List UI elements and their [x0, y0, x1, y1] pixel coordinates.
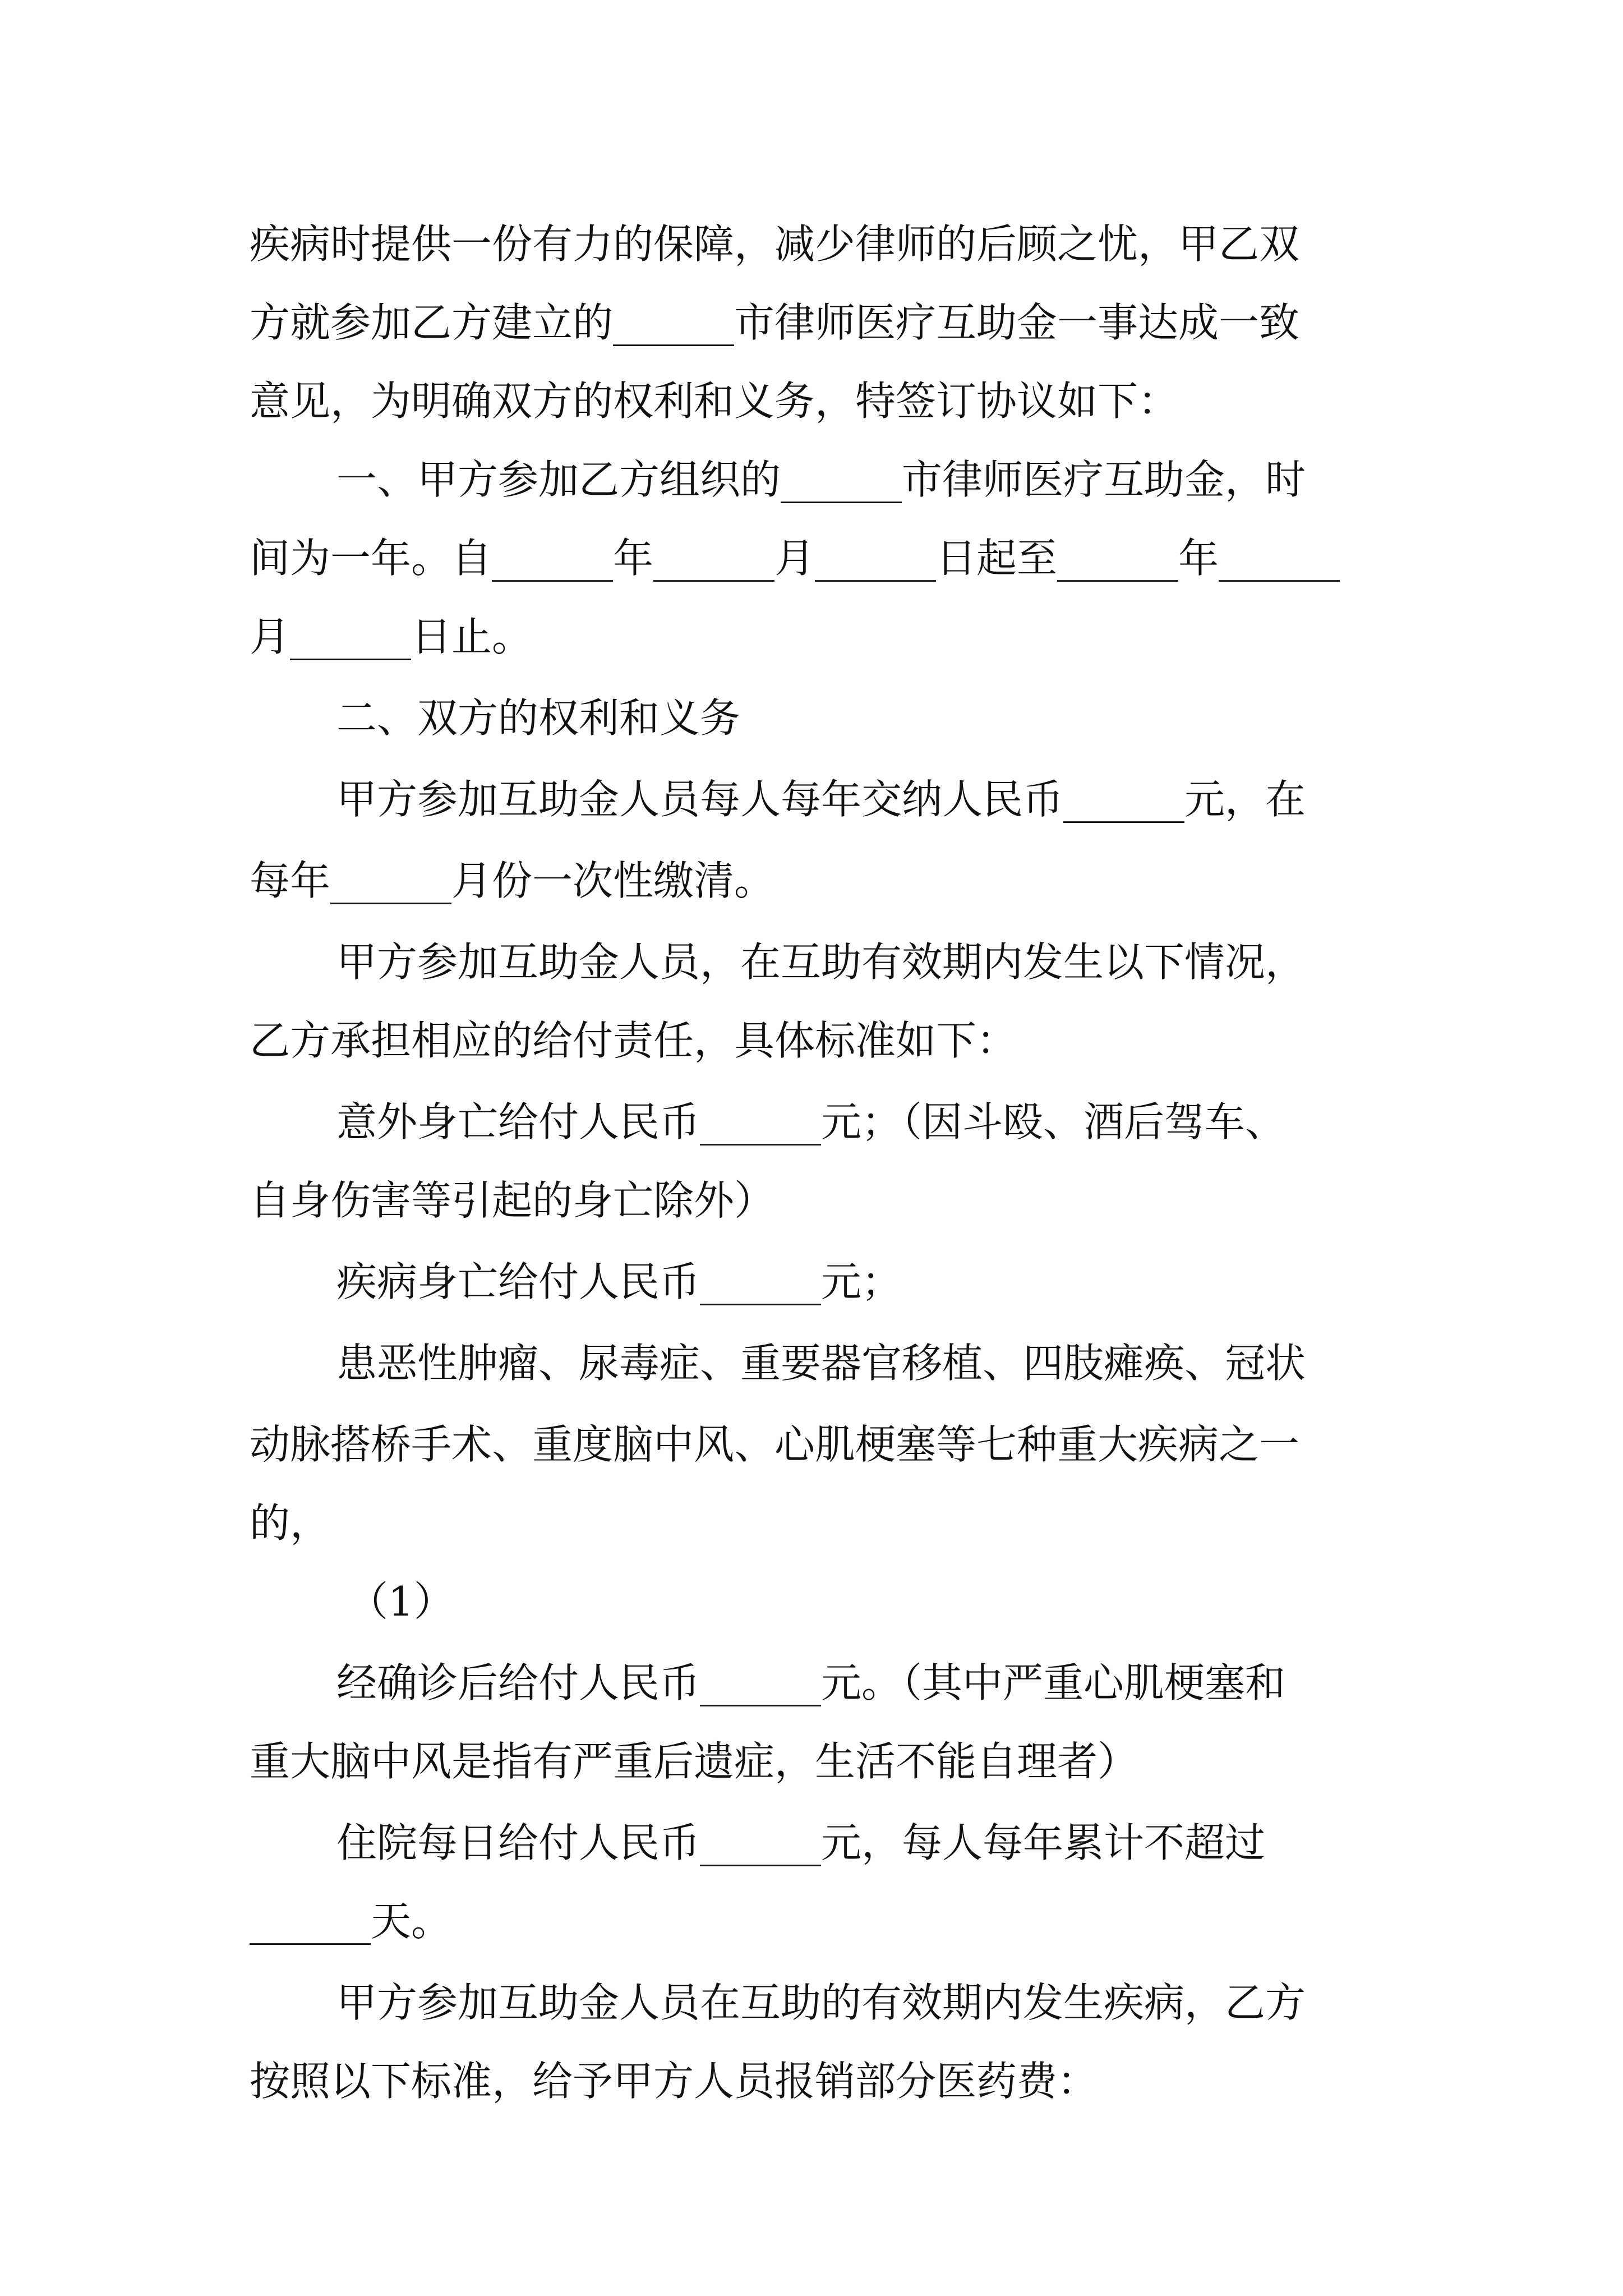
text-line: 甲方参加互助金人员在互助的有效期内发生疾病，乙方 — [336, 1979, 1306, 2026]
text-line: 意见，为明确双方的权利和义务，特签订协议如下： — [250, 378, 1179, 425]
text-line: 疾病时提供一份有力的保障，减少律师的后顾之忧，甲乙双 — [250, 220, 1300, 268]
text-line: （1） — [348, 1578, 454, 1625]
text-line: 疾病身亡给付人民币______元； — [336, 1258, 902, 1305]
text-line: 甲方参加互助金人员每人每年交纳人民币______元，在 — [336, 776, 1306, 823]
text-line: ______天。 — [250, 1898, 452, 1945]
text-line: 乙方承担相应的给付责任，具体标准如下： — [250, 1017, 1017, 1064]
text-line: 住院每日给付人民币______元，每人每年累计不超过 — [336, 1819, 1266, 1866]
text-line: 每年______月份一次性缴清。 — [250, 857, 775, 904]
text-line: 按照以下标准，给予甲方人员报销部分医药费： — [250, 2058, 1098, 2105]
text-line: 一、甲方参加乙方组织的______市律师医疗互助金，时 — [336, 456, 1306, 503]
text-line: 月______日止。 — [250, 613, 533, 660]
text-line: 经确诊后给付人民币______元。（其中严重心肌梗塞和 — [336, 1659, 1286, 1706]
text-line: 的， — [250, 1499, 331, 1547]
text-line: 意外身亡给付人民币______元；（因斗殴、酒后驾车、 — [336, 1098, 1286, 1145]
text-line: 动脉搭桥手术、重度脑中风、心肌梗塞等七种重大疾病之一 — [250, 1421, 1300, 1468]
text-line: 间为一年。自______年______月______日起至______年______ — [250, 535, 1340, 582]
text-line: 甲方参加互助金人员，在互助有效期内发生以下情况， — [336, 938, 1306, 986]
text-line: 方就参加乙方建立的______市律师医疗互助金一事达成一致 — [250, 299, 1300, 346]
text-line: 自身伤害等引起的身亡除外） — [250, 1177, 775, 1224]
text-line: 重大脑中风是指有严重后遗症，生活不能自理者） — [250, 1738, 1138, 1785]
text-line: 患恶性肿瘤、尿毒症、重要器官移植、四肢瘫痪、冠状 — [336, 1340, 1306, 1387]
text-line: 二、双方的权利和义务 — [336, 694, 741, 742]
